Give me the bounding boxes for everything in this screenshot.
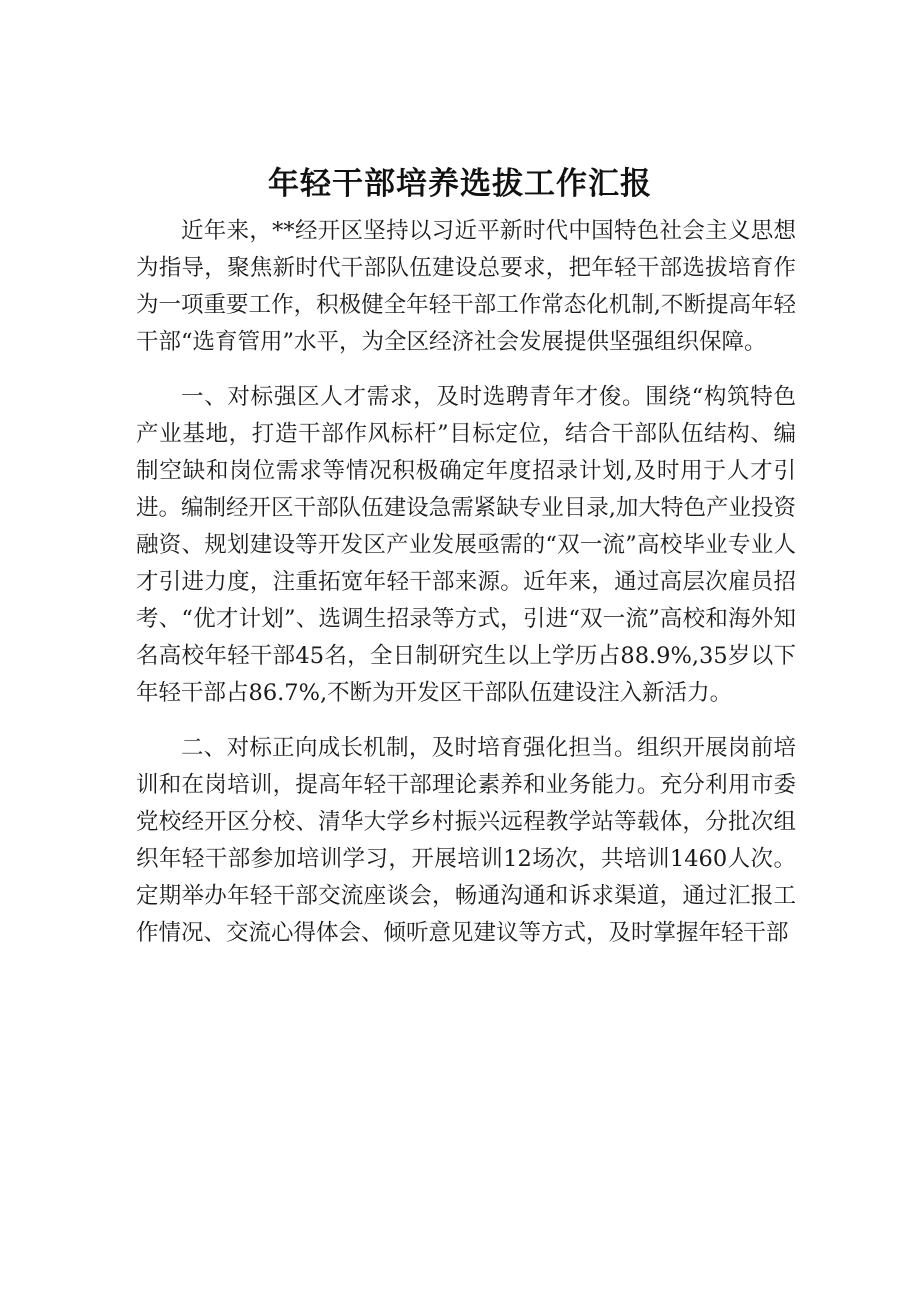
- document-body: [136, 213, 796, 970]
- paragraph-section-two: 二、对标正向成长机制，及时培育强化担当。组织开展岗前培训和在岗培训，提高年轻干部理论素养和业务能力。充分利用市委党校经开区分校、清华大学乡村振兴远程教学站等载体，分批次组织年轻干部参加培训学习，开展培训12场次，共培训1460人次。定期举办年轻干部交流座谈会，畅通沟通和诉求渠道，通过汇报工作情况、交流心得体会、倾听意见建议等方式，及时掌握年轻干部: [136, 735, 796, 946]
- paragraph-section-one: 一、对标强区人才需求，及时选聘青年才俊。围绕“构筑特色产业基地，打造干部作风标杆”目标定位，结合干部队伍结构、编制空缺和岗位需求等情况积极确定年度招录计划,及时用于人才引进。编制经开区干部队伍建设急需紧缺专业目录,加大特色产业投资融资、规划建设等开发区产业发展亟需的“双一流”高校毕业专业人才引进力度，注重拓宽年轻干部来源。近年来，通过高层次雇员招考、“优才计划”、选调生招录等方式，引进“双一流”高校和海外知名高校年轻干部45名，全日制研究生以上学历占88.9%,35岁以下年轻干部占86.7%,不断为开发区干部队伍建设注入新活力。: [136, 384, 796, 706]
- document-title: 年轻干部培养选拔工作汇报: [268, 166, 652, 202]
- paragraph-intro: 近年来，**经开区坚持以习近平新时代中国特色社会主义思想为指导，聚焦新时代干部队伍建设总要求，把年轻干部选拔培育作为一项重要工作，积极健全年轻干部工作常态化机制,不断提高年轻干部“选育管用”水平，为全区经济社会发展提供坚强组织保障。: [136, 218, 796, 355]
